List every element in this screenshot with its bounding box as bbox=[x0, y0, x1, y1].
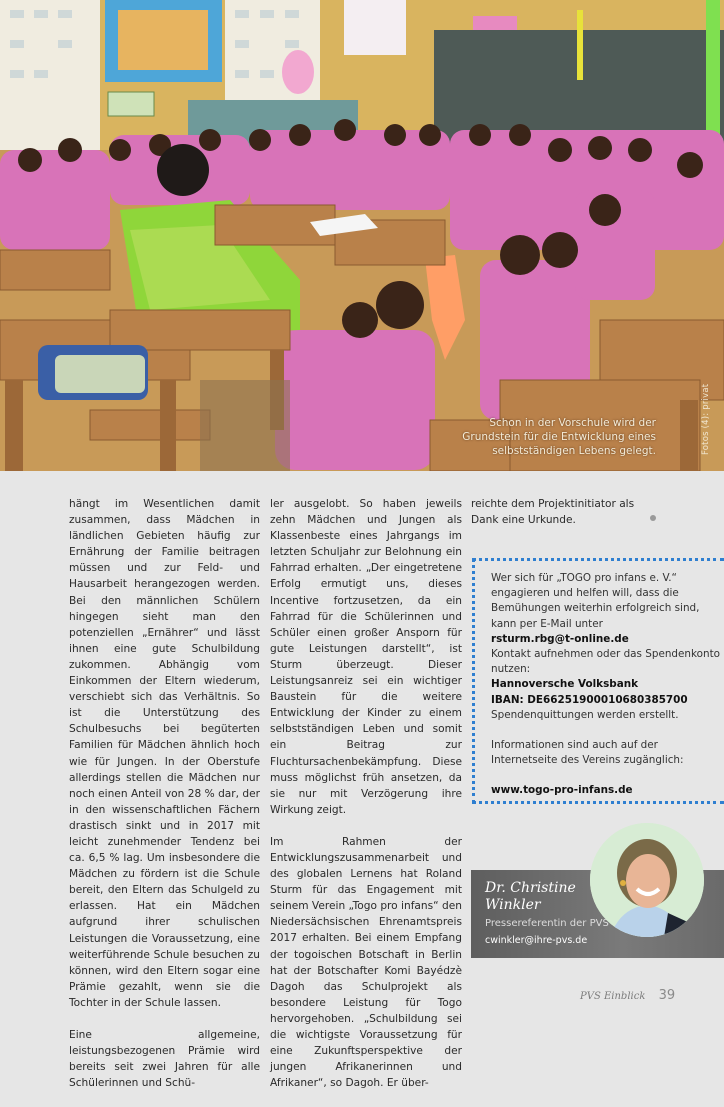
contact-email-link[interactable]: rsturm.rbg@t-online.de bbox=[491, 632, 629, 645]
author-name bbox=[485, 880, 576, 914]
paragraph: Im Rahmen der Entwicklungszusammenarbeit und des globalen Lernens hat Roland Sturm für das Engagement mit seinem Verein „Togo pro infans“ den Niedersächsischen Ehrenamtspreis 2017 erhalten. Bei einem Empfang der togoischen Botschaft in Berlin hat der Botschafter Komi Bayédzè Dagoh das Schulprojekt als besondere Leistung für Togo hervorgehoben. „Schulbildung sei die wichtigste Voraussetzung für eine Zukunftsperspektive der jungen Afrikanerinnen und Afrikaner“, so Dagoh. Er über- bbox=[270, 835, 462, 1090]
article-column-2 bbox=[270, 496, 462, 1107]
author-name-line: Winkler bbox=[485, 897, 541, 913]
bank-name: Hannoversche Volksbank bbox=[491, 678, 639, 691]
paragraph: ler ausgelobt. So haben jeweils zehn Mädchen und Jungen als Klassenbeste eines Jahrgangs im letzten Schuljahr zur Belohnung ein Fahrrad erhalten. „Der eingetretene Erfolg ermutigt uns, dieses Incentive fortzusetzen, da ein Fahrrad für die Schülerinnen und Schüler einen großer Ansporn für gute Leistungen darstellt“, ist Sturm überzeugt. Dieser Leistungsanreiz sei ein wichtiger Baustein für die weitere Entwicklung der Kinder zu einem selbstständigen Leben und somit ein Beitrag zur Fluchtursachenbekämpfung. Diese muss möglichst früh ansetzen, da sie nur mit Verzögerung ihre Wirkung zeigt. bbox=[270, 498, 462, 816]
classroom-photo bbox=[0, 0, 724, 471]
portrait-illustration bbox=[590, 823, 704, 937]
photo-credit: Fotos (4): privat bbox=[701, 383, 711, 455]
caption-line: selbstständigen Lebens gelegt. bbox=[492, 445, 656, 457]
author-role: Pressereferentin der PVS bbox=[485, 918, 609, 929]
magazine-name: PVS Einblick bbox=[580, 991, 646, 1002]
page-footer bbox=[580, 988, 675, 1003]
author-portrait bbox=[590, 823, 704, 937]
donation-info-box bbox=[472, 558, 724, 804]
classroom-illustration bbox=[0, 0, 724, 471]
website-link[interactable]: www.togo-pro-infans.de bbox=[491, 784, 633, 797]
photo-caption bbox=[416, 416, 656, 458]
info-website-text: Informationen sind auch auf der Internetseite des Vereins zugänglich: bbox=[491, 739, 684, 767]
paragraph: reichte dem Projektinitiator als Dank eine Urkunde. bbox=[471, 498, 635, 527]
end-of-article-dot-icon bbox=[650, 515, 656, 521]
page-number: 39 bbox=[658, 988, 676, 1003]
paragraph: hängt im Wesentlichen damit zusammen, dass Mädchen in ländlichen Gebieten häufig zur Ernährung der Familie beitragen müssen und zur Feld- und Hausarbeit herangezogen werden. Bei den männlichen Schülern hingegen sieht man den potenziellen „Ernährer“ und lässt ihnen eine gute Schulbildung zukommen. Abhängig vom Einkommen der Eltern wiederum, verschiebt sich das Verhältnis. So ist die Unterstützung des Schulbesuchs bei begüterten Familien für Mädchen ähnlich hoch wie für Jungen. In der Oberstufe allerdings stellen die Mädchen nur noch einen Anteil von 28 % dar, der in den wissenschaftlichen Fächern drastisch sinkt und in 2017 mit leicht zunehmender Tendenz bei ca. 6,5 % lag. Um insbesondere die Mädchen zu fördern ist die Schule bereit, den Eltern das Schulgeld zu erlassen. Hat ein Mädchen aufgrund ihrer schulischen Leistungen die Voraussetzung, eine weiterführende Schule besuchen zu können, wird den Eltern sogar eine Prämie gezahlt, wenn sie die Tochter in der Schule lassen. bbox=[69, 498, 260, 1009]
receipts-note: Spendenquittungen werden erstellt. bbox=[491, 708, 679, 721]
iban: IBAN: DE66251900010680385700 bbox=[491, 693, 688, 706]
article-column-1 bbox=[69, 496, 260, 1107]
caption-line: Schon in der Vorschule wird der bbox=[489, 417, 656, 429]
info-contact-text: Kontakt aufnehmen oder das Spendenkonto nutzen: bbox=[491, 648, 721, 676]
author-name-line: Dr. Christine bbox=[485, 880, 576, 896]
info-intro: Wer sich für „TOGO pro infans e. V.“ engagieren und helfen will, dass die Bemühungen weiterhin erfolgreich sind, kann per E-Mail unter bbox=[491, 572, 700, 630]
caption-line: Grundstein für die Entwicklung eines bbox=[462, 431, 656, 443]
author-email-link[interactable]: cwinkler@ihre-pvs.de bbox=[485, 935, 588, 946]
article-column-3 bbox=[471, 496, 661, 544]
paragraph: Eine allgemeine, leistungsbezogenen Prämie wird bereits seit zwei Jahren für alle Schülerinnen und Schü- bbox=[69, 1029, 260, 1090]
